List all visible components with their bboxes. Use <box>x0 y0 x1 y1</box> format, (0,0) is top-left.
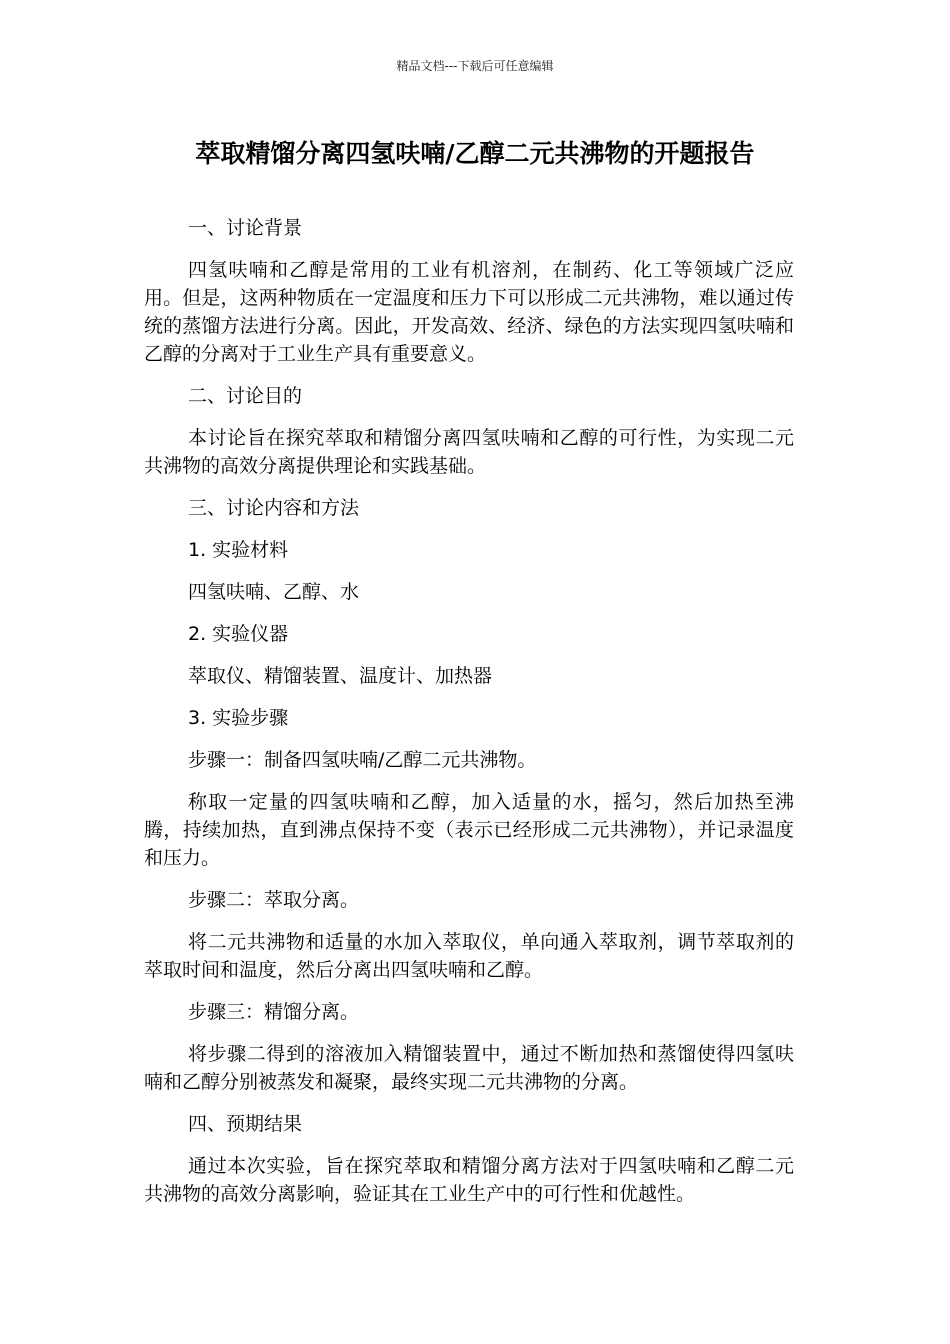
section-heading-background: 一、讨论背景 <box>188 217 303 239</box>
paragraph-step2: 将二元共沸物和适量的水加入萃取仪，单向通入萃取剂，调节萃取剂的萃取时间和温度，然后分离出四氢呋喃和乙醇。 <box>144 931 794 981</box>
paragraph-purpose: 本讨论旨在探究萃取和精馏分离四氢呋喃和乙醇的可行性，为实现二元共沸物的高效分离提供理论和实践基础。 <box>144 427 794 477</box>
paragraph-step1: 称取一定量的四氢呋喃和乙醇，加入适量的水，摇匀，然后加热至沸腾，持续加热，直到沸点保持不变（表示已经形成二元共沸物），并记录温度和压力。 <box>144 791 794 869</box>
subheading-materials: 1. 实验材料 <box>188 539 289 561</box>
subheading-instruments: 2. 实验仪器 <box>188 623 289 645</box>
step1-heading: 步骤一：制备四氢呋喃/乙醇二元共沸物。 <box>188 749 537 771</box>
subheading-steps: 3. 实验步骤 <box>188 707 289 729</box>
section-heading-results: 四、预期结果 <box>188 1113 303 1135</box>
paragraph-step3: 将步骤二得到的溶液加入精馏装置中，通过不断加热和蒸馏使得四氢呋喃和乙醇分别被蒸发和凝聚，最终实现二元共沸物的分离。 <box>144 1043 794 1093</box>
step3-heading: 步骤三：精馏分离。 <box>188 1001 360 1023</box>
header-note: 精品文档---下载后可任意编辑 <box>396 59 554 73</box>
document-body <box>144 214 794 1222</box>
paragraph-materials: 四氢呋喃、乙醇、水 <box>188 581 360 603</box>
paragraph-instruments: 萃取仪、精馏装置、温度计、加热器 <box>188 665 493 687</box>
paragraph-background: 四氢呋喃和乙醇是常用的工业有机溶剂，在制药、化工等领域广泛应用。但是，这两种物质在一定温度和压力下可以形成二元共沸物，难以通过传统的蒸馏方法进行分离。因此，开发高效、经济、绿色的方法实现四氢呋喃和乙醇的分离对于工业生产具有重要意义。 <box>144 259 794 365</box>
paragraph-results: 通过本次实验，旨在探究萃取和精馏分离方法对于四氢呋喃和乙醇二元共沸物的高效分离影响，验证其在工业生产中的可行性和优越性。 <box>144 1155 794 1205</box>
section-heading-methods: 三、讨论内容和方法 <box>188 497 360 519</box>
document-title: 萃取精馏分离四氢呋喃/乙醇二元共沸物的开题报告 <box>195 139 755 168</box>
step2-heading: 步骤二：萃取分离。 <box>188 889 360 911</box>
section-heading-purpose: 二、讨论目的 <box>188 385 303 407</box>
